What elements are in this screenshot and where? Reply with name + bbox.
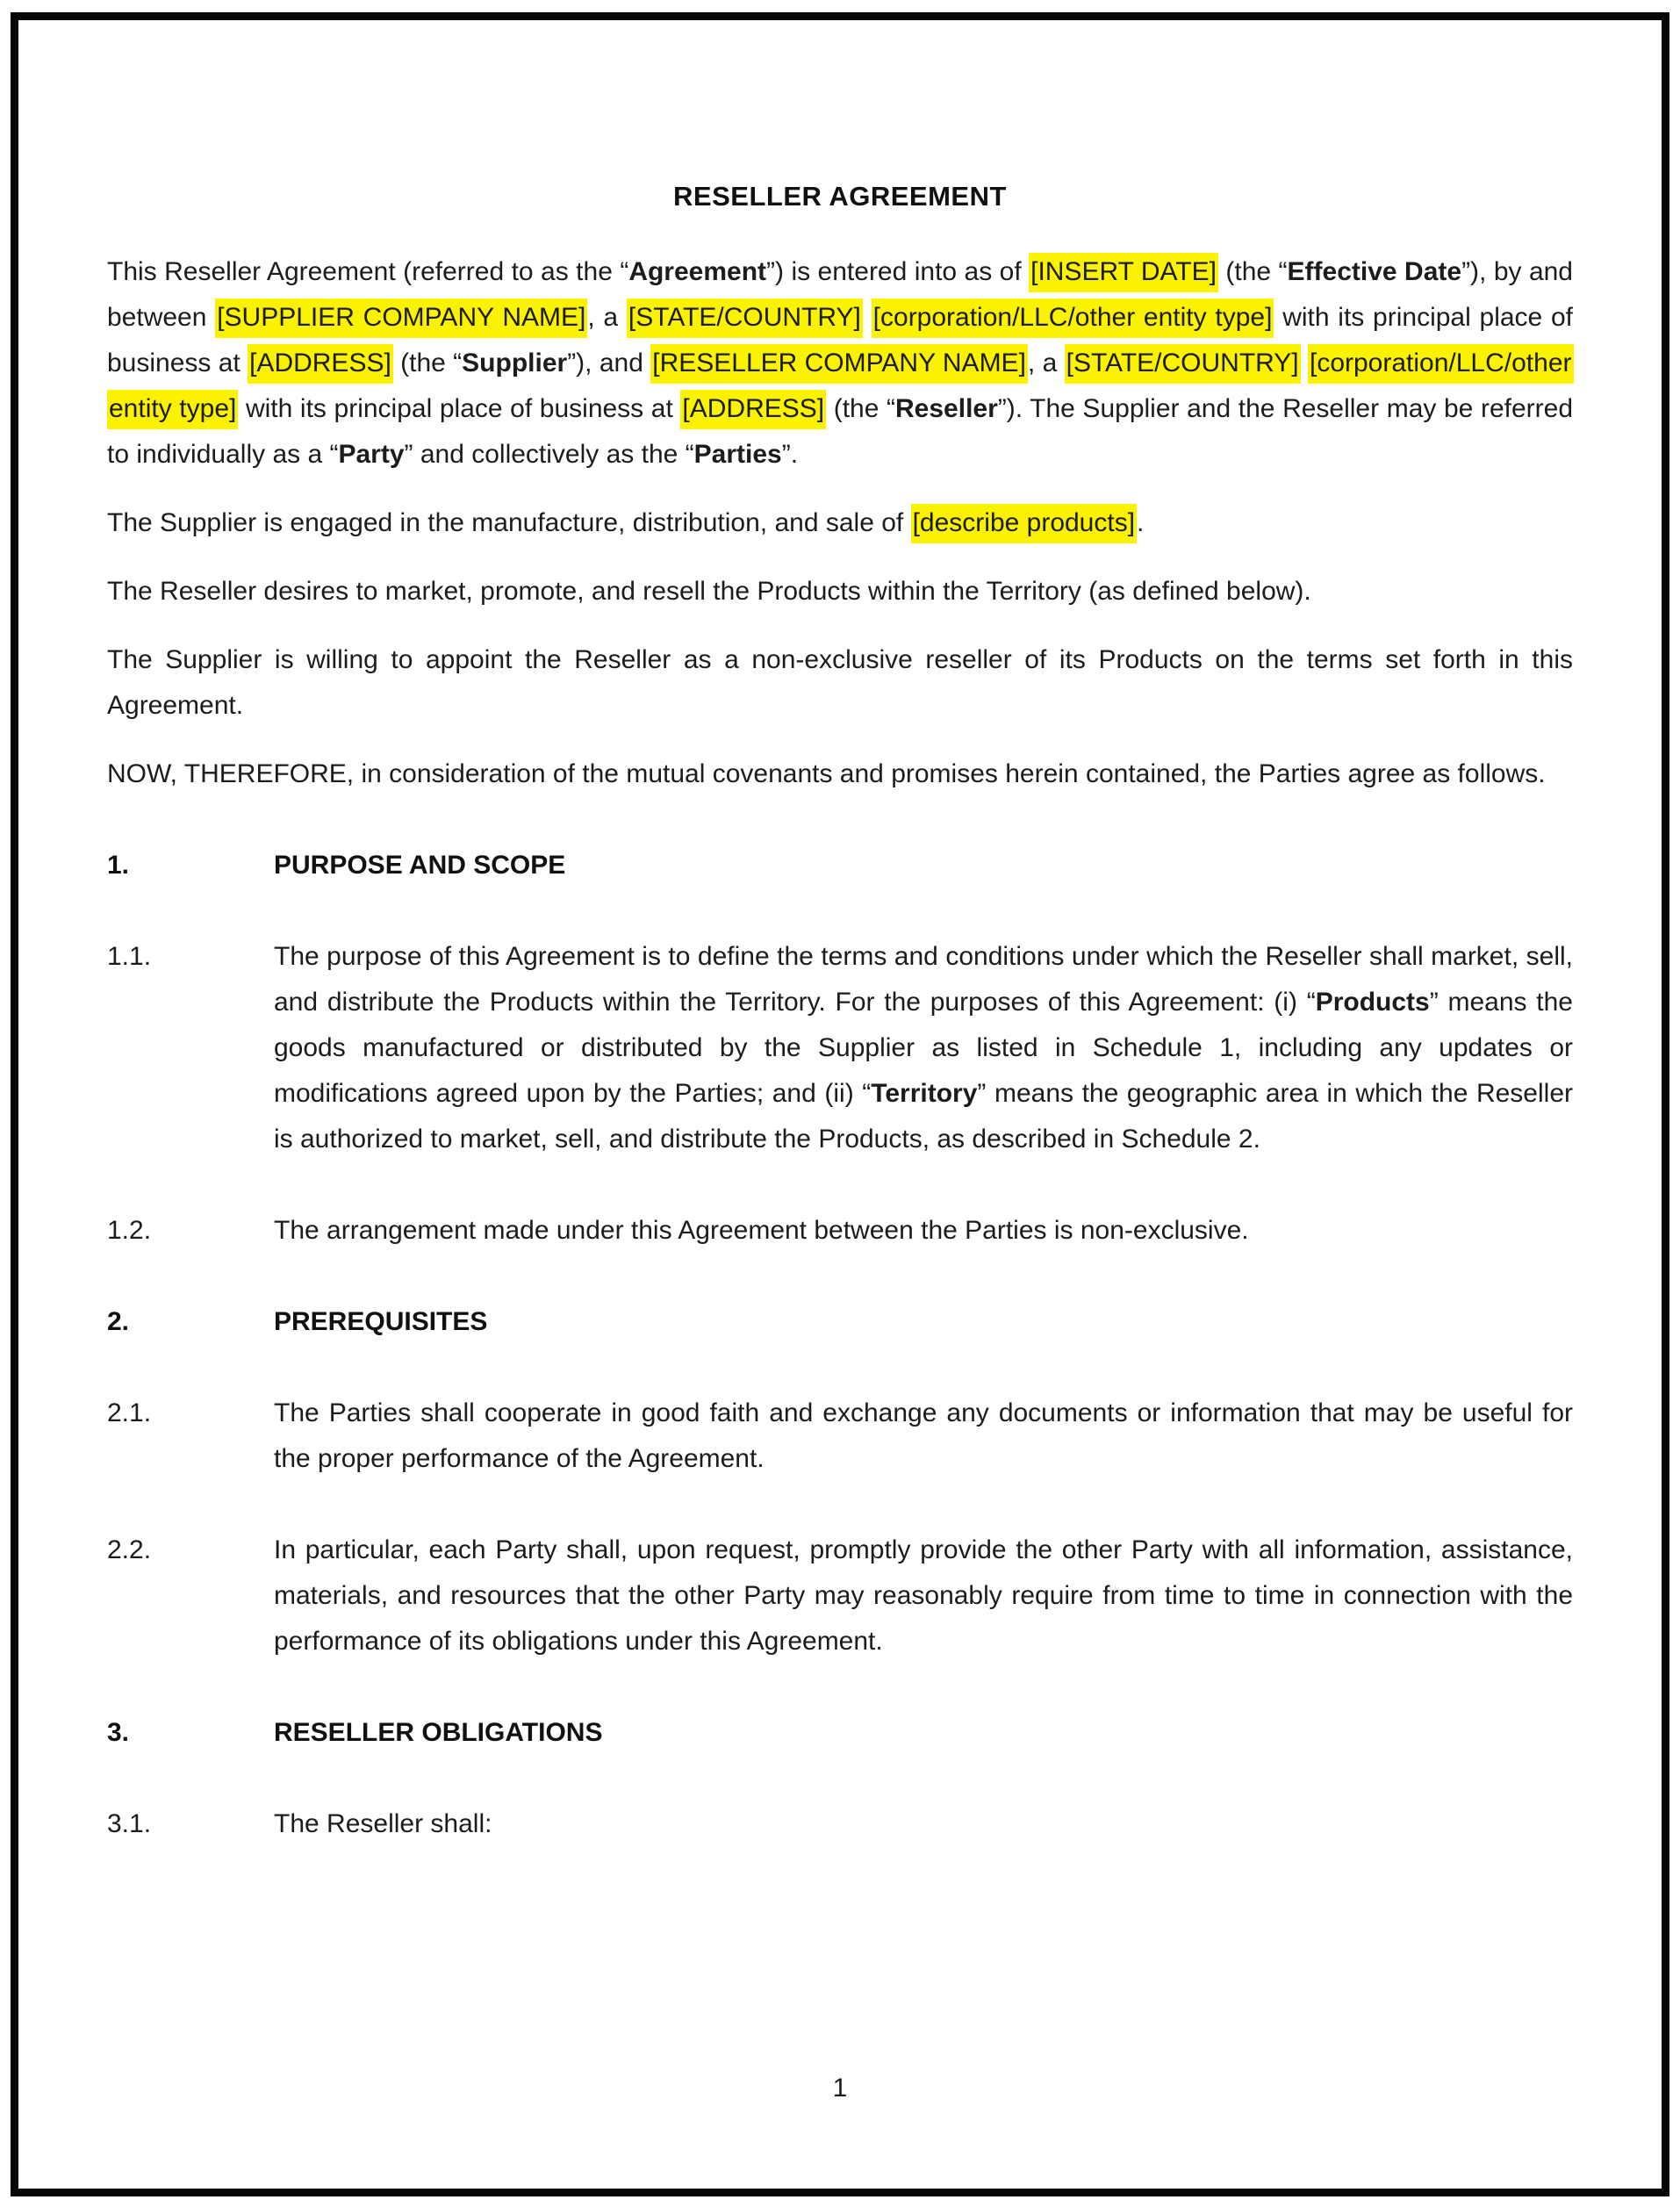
section-number: 2. — [107, 1307, 130, 1336]
paragraph — [107, 637, 1573, 729]
numbered-clause — [107, 1801, 1573, 1847]
bold-term: Parties — [693, 440, 782, 469]
text-segment: , a — [587, 303, 627, 332]
clause-text — [274, 942, 1573, 1154]
text-segment: The Reseller desires to market, promote, and resell the Products within the Territory (as defined below). — [107, 577, 1311, 606]
paragraph — [107, 751, 1573, 797]
document-body — [107, 249, 1573, 1847]
clause-number: 1.2. — [107, 1216, 152, 1245]
clause-text — [274, 1809, 492, 1838]
text-segment: The arrangement made under this Agreement between the Parties is non-exclusive. — [274, 1216, 1249, 1245]
text-segment: with its principal place of business at — [238, 394, 681, 423]
text-segment: The purpose of this Agreement is to define the terms and conditions under which the Reseller shall market, sell, and distribute the Products within the Territory. For the purposes of this Agreement: (i) “ — [274, 942, 1573, 1017]
bold-term: Party — [338, 440, 405, 469]
text-segment: . — [1137, 508, 1145, 537]
text-segment: The Reseller shall: — [274, 1809, 492, 1838]
highlight-placeholder: [RESELLER COMPANY NAME] — [650, 344, 1028, 384]
clause-text — [274, 1535, 1573, 1656]
section-title: RESELLER OBLIGATIONS — [274, 1718, 603, 1747]
text-segment: ” means the geographic area in which the Reseller is authorized to market, sell, and distribute the Products, as described in Schedule 2. — [274, 1079, 1573, 1154]
paragraph — [107, 249, 1573, 478]
text-segment: (the “ — [1217, 257, 1288, 286]
text-segment: ”), by and between — [107, 257, 1573, 332]
bold-term: Territory — [871, 1079, 978, 1108]
bold-term: Supplier — [462, 349, 568, 377]
section-heading — [107, 1299, 1573, 1345]
section-heading — [107, 1710, 1573, 1756]
text-segment: The Supplier is willing to appoint the Reseller as a non-exclusive reseller of its Products on the terms set forth in this Agreement. — [107, 645, 1573, 720]
bold-term: Agreement — [628, 257, 767, 286]
document-content — [107, 0, 1573, 1847]
highlight-placeholder: [SUPPLIER COMPANY NAME] — [215, 298, 587, 338]
section-heading — [107, 843, 1573, 888]
numbered-clause — [107, 1528, 1573, 1664]
clause-text — [274, 1398, 1573, 1473]
clause-number: 1.1. — [107, 942, 152, 971]
clause-number: 2.1. — [107, 1398, 152, 1427]
text-segment: ” and collectively as the “ — [404, 440, 694, 469]
text-segment — [863, 303, 872, 332]
numbered-clause — [107, 1391, 1573, 1482]
text-segment: NOW, THEREFORE, in consideration of the mutual covenants and promises herein contained, the Parties agree as follows. — [107, 759, 1546, 788]
bold-term: Reseller — [895, 394, 998, 423]
text-segment: In particular, each Party shall, upon request, promptly provide the other Party with all information, assistance, materials, and resources that the other Party may reasonably require from time to time in connection with the performance of its obligations under this Agreement. — [274, 1535, 1573, 1656]
page-number: 1 — [832, 2074, 848, 2103]
text-segment: (the “ — [392, 349, 463, 377]
highlight-placeholder: [ADDRESS] — [248, 344, 393, 384]
highlight-placeholder: [STATE/COUNTRY] — [1065, 344, 1301, 384]
document-title: RESELLER AGREEMENT — [673, 181, 1007, 212]
highlight-placeholder: [describe products] — [911, 504, 1137, 543]
bold-term: Effective Date — [1287, 257, 1462, 286]
numbered-clause — [107, 1208, 1573, 1254]
section-number: 3. — [107, 1718, 130, 1747]
clause-number: 2.2. — [107, 1535, 152, 1564]
text-segment: , a — [1027, 349, 1065, 377]
clause-text — [274, 1216, 1249, 1245]
highlight-placeholder: [corporation/LLC/other entity type] — [107, 344, 1574, 429]
text-segment: The Parties shall cooperate in good faith and exchange any documents or information that may be useful for the proper performance of the Agreement. — [274, 1398, 1573, 1473]
highlight-placeholder: [STATE/COUNTRY] — [627, 298, 863, 338]
text-segment: ”). The Supplier and the Reseller may be referred to individually as a “ — [107, 394, 1573, 469]
text-segment: ”. — [781, 440, 799, 469]
highlight-placeholder: [INSERT DATE] — [1029, 253, 1218, 292]
section-number: 1. — [107, 851, 130, 880]
text-segment: ” means the goods manufactured or distributed by the Supplier as listed in Schedule 1, including any updates or modifications agreed upon by the Parties; and (ii) “ — [274, 988, 1573, 1108]
clause-number: 3.1. — [107, 1809, 152, 1838]
text-segment: (the “ — [826, 394, 896, 423]
text-segment: The Supplier is engaged in the manufacture, distribution, and sale of — [107, 508, 911, 537]
text-segment: with its principal place of business at — [107, 303, 1574, 377]
bold-term: Products — [1315, 988, 1430, 1017]
paragraph — [107, 500, 1573, 546]
section-title: PURPOSE AND SCOPE — [274, 851, 566, 880]
text-segment: This Reseller Agreement (referred to as the “ — [107, 257, 629, 286]
highlight-placeholder: [ADDRESS] — [680, 390, 826, 429]
text-segment: ”) is entered into as of — [766, 257, 1030, 286]
section-title: PREREQUISITES — [274, 1307, 488, 1336]
text-segment — [1301, 349, 1308, 377]
numbered-clause — [107, 934, 1573, 1162]
highlight-placeholder: [corporation/LLC/other entity type] — [872, 298, 1274, 338]
paragraph — [107, 569, 1573, 615]
text-segment: ”), and — [567, 349, 651, 377]
